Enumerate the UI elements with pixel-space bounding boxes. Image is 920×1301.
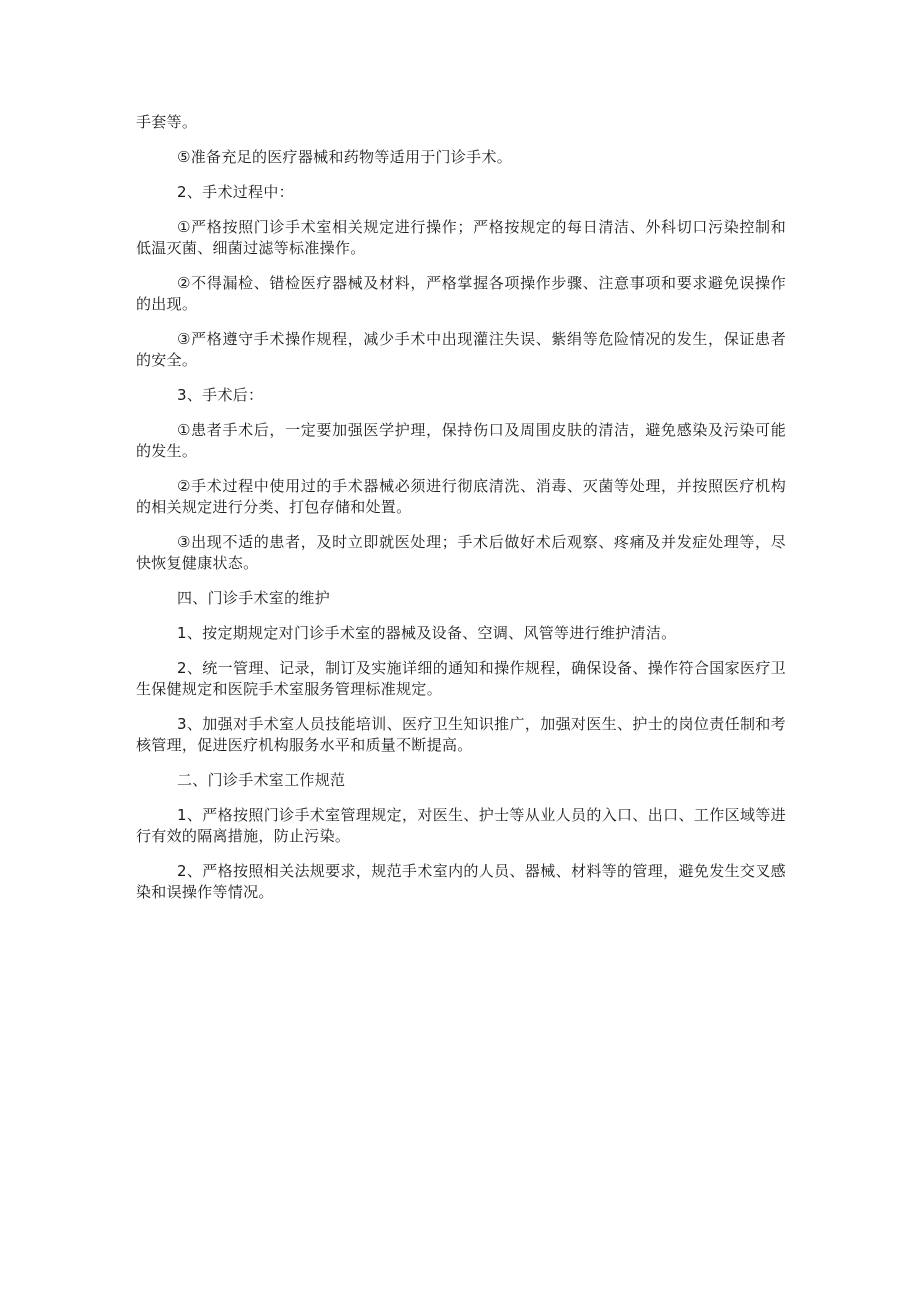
section-heading-work-standards: 二、门诊手术室工作规范: [177, 771, 346, 789]
paragraph-standards-1: 1、严格按照门诊手术室管理规定，对医生、护士等从业人员的入口、出口、工作区域等进行有效的隔离措施，防止污染。: [136, 806, 786, 845]
paragraph-during-item-3: ③严格遵守手术操作规程，减少手术中出现灌注失误、紫绢等危险情况的发生，保证患者的安全。: [136, 330, 786, 369]
paragraph-after-item-1: ①患者手术后，一定要加强医学护理，保持伤口及周围皮肤的清洁，避免感染及污染可能的发生。: [136, 421, 786, 460]
document-body: [136, 112, 786, 917]
paragraph-maintenance-3: 3、加强对手术室人员技能培训、医疗卫生知识推广，加强对医生、护士的岗位责任制和考核管理，促进医疗机构服务水平和质量不断提高。: [136, 715, 786, 754]
paragraph-during-item-1: ①严格按照门诊手术室相关规定进行操作；严格按规定的每日清洁、外科切口污染控制和低温灭菌、细菌过滤等标准操作。: [136, 218, 786, 257]
section-heading-maintenance: 四、门诊手术室的维护: [177, 589, 331, 607]
paragraph-after-item-2: ②手术过程中使用过的手术器械必须进行彻底清洗、消毒、灭菌等处理，并按照医疗机构的相关规定进行分类、打包存储和处置。: [136, 477, 786, 516]
paragraph-during-item-2: ②不得漏检、错检医疗器械及材料，严格掌握各项操作步骤、注意事项和要求避免误操作的出现。: [136, 274, 786, 313]
subheading-after-surgery: 3、手术后：: [177, 386, 264, 404]
paragraph-after-item-3: ③出现不适的患者，及时立即就医处理；手术后做好术后观察、疼痛及并发症处理等，尽快恢复健康状态。: [136, 533, 786, 572]
subheading-during-surgery: 2、手术过程中：: [177, 183, 294, 201]
paragraph-item-5-prepare-instruments: ⑤准备充足的医疗器械和药物等适用于门诊手术。: [177, 148, 513, 166]
paragraph-gloves-continuation: 手套等。: [136, 113, 198, 131]
paragraph-maintenance-2: 2、统一管理、记录，制订及实施详细的通知和操作规程，确保设备、操作符合国家医疗卫生保健规定和医院手术室服务管理标准规定。: [136, 659, 786, 698]
paragraph-maintenance-1: 1、按定期规定对门诊手术室的器械及设备、空调、风管等进行维护清洁。: [177, 624, 677, 642]
paragraph-standards-2: 2、严格按照相关法规要求，规范手术室内的人员、器械、材料等的管理，避免发生交叉感染和误操作等情况。: [136, 862, 786, 901]
